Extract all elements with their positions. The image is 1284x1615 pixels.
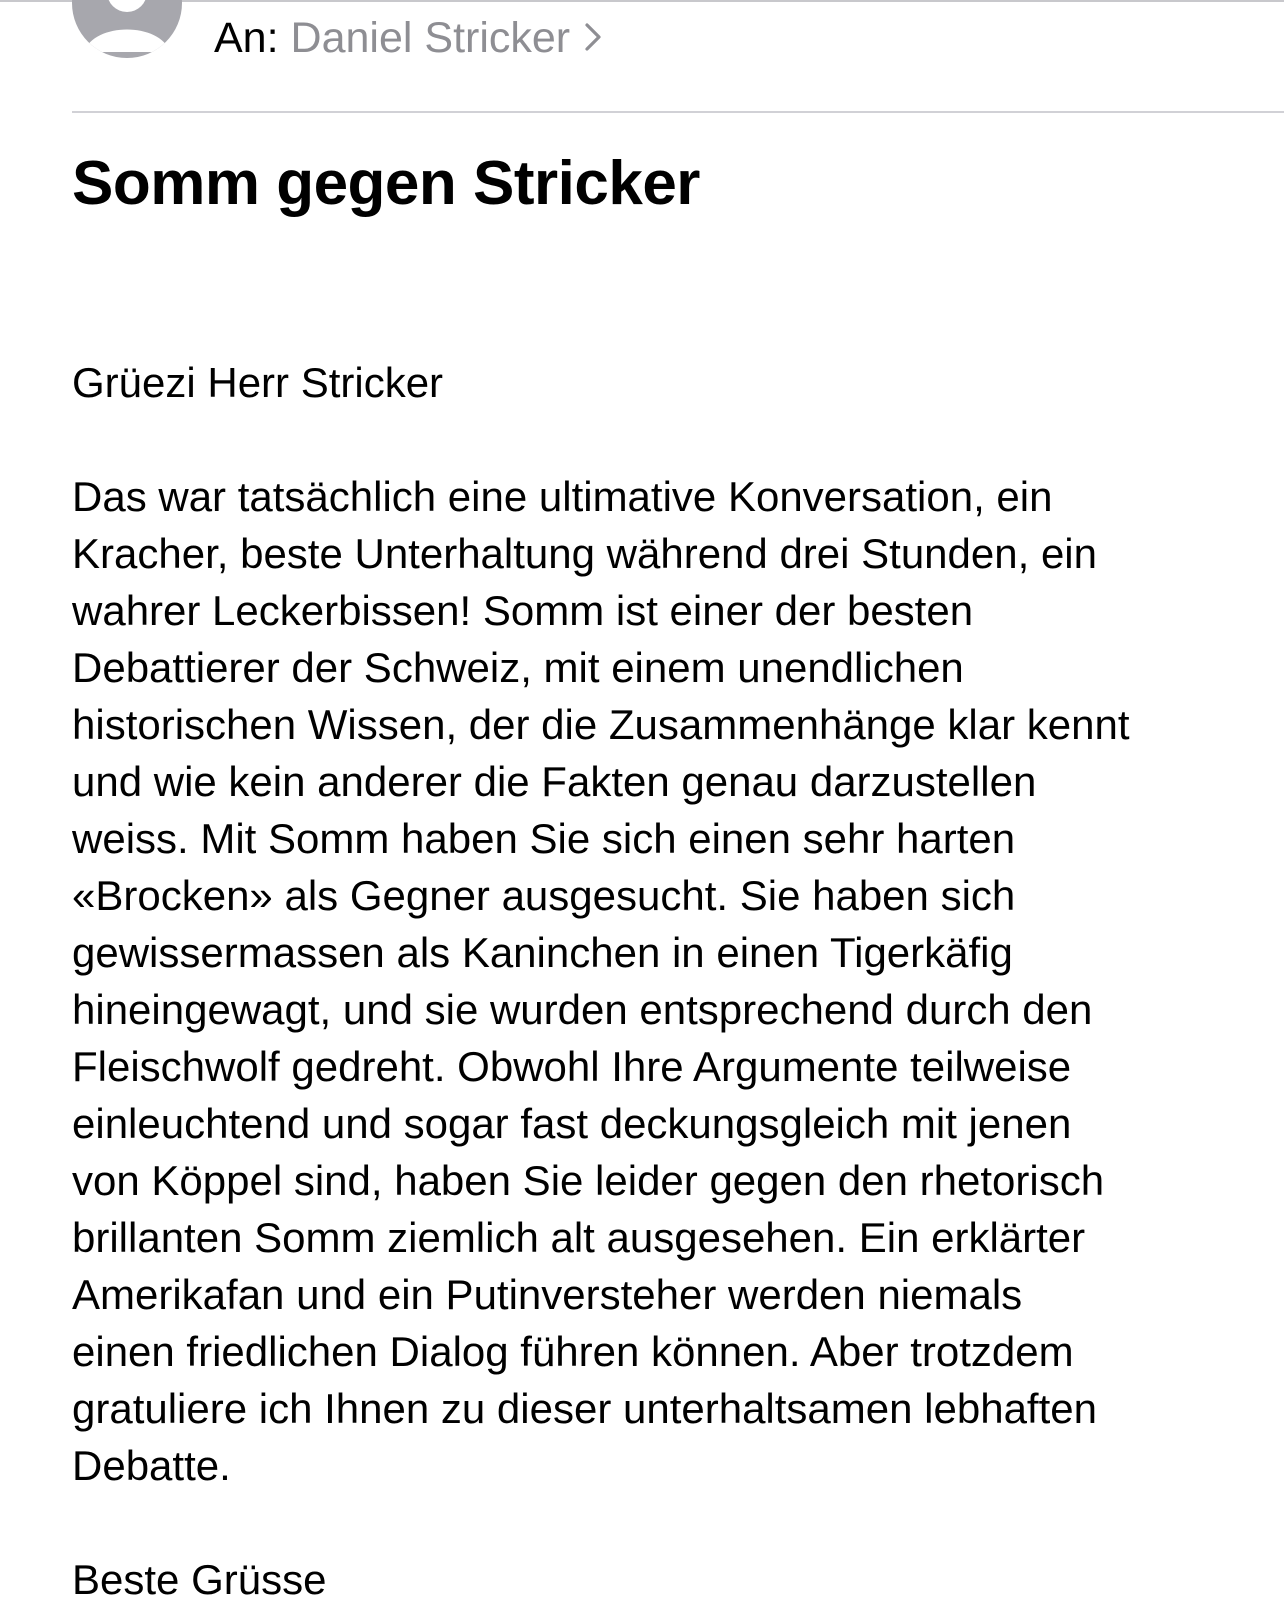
recipient-name[interactable]: Daniel Stricker [290, 14, 571, 62]
body-line: von Köppel sind, haben Sie leider gegen den rhetorisch [72, 1157, 1105, 1204]
body-line: gewissermassen als Kaninchen in einen Tigerkäfig [72, 929, 1013, 976]
body-line: Fleischwolf gedreht. Obwohl Ihre Argumente teilweise [72, 1043, 1072, 1090]
body-line: weiss. Mit Somm haben Sie sich einen sehr harten [72, 815, 1016, 862]
body-line: hineingewagt, und sie wurden entsprechend durch den [72, 986, 1093, 1033]
recipient-row[interactable] [214, 13, 602, 63]
body-line: Amerikafan und ein Putinversteher werden niemals [72, 1271, 1023, 1318]
body-line: und wie kein anderer die Fakten genau darzustellen [72, 758, 1037, 805]
body-line: gratuliere ich Ihnen zu dieser unterhaltsamen lebhaften [72, 1385, 1097, 1432]
closing: Beste Grüsse [72, 1556, 327, 1603]
body-line: brillanten Somm ziemlich alt ausgesehen. Ein erklärter [72, 1214, 1086, 1261]
mail-body [72, 354, 1252, 1608]
to-label: An: [214, 14, 279, 62]
body-line: Debattierer der Schweiz, mit einem unendlichen [72, 644, 964, 691]
chevron-right-icon[interactable] [584, 13, 602, 63]
mail-subject: Somm gegen Stricker [72, 149, 700, 218]
mail-header [0, 0, 1284, 112]
body-line: wahrer Leckerbissen! Somm ist einer der besten [72, 587, 974, 634]
paragraph-gap [72, 1494, 1252, 1551]
body-line: «Brocken» als Gegner ausgesucht. Sie haben sich [72, 872, 1016, 919]
body-line: einleuchtend und sogar fast deckungsgleich mit jenen [72, 1100, 1072, 1147]
body-line: Kracher, beste Unterhaltung während drei Stunden, ein [72, 530, 1098, 577]
paragraph-gap [72, 411, 1252, 468]
body-line: Debatte. [72, 1442, 231, 1489]
greeting: Grüezi Herr Stricker [72, 359, 444, 406]
person-icon [72, 0, 182, 58]
header-divider [72, 111, 1284, 113]
body-line: historischen Wissen, der die Zusammenhänge klar kennt [72, 701, 1130, 748]
body-line: einen friedlichen Dialog führen können. Aber trotzdem [72, 1328, 1074, 1375]
body-line: Das war tatsächlich eine ultimative Konversation, ein [72, 473, 1053, 520]
